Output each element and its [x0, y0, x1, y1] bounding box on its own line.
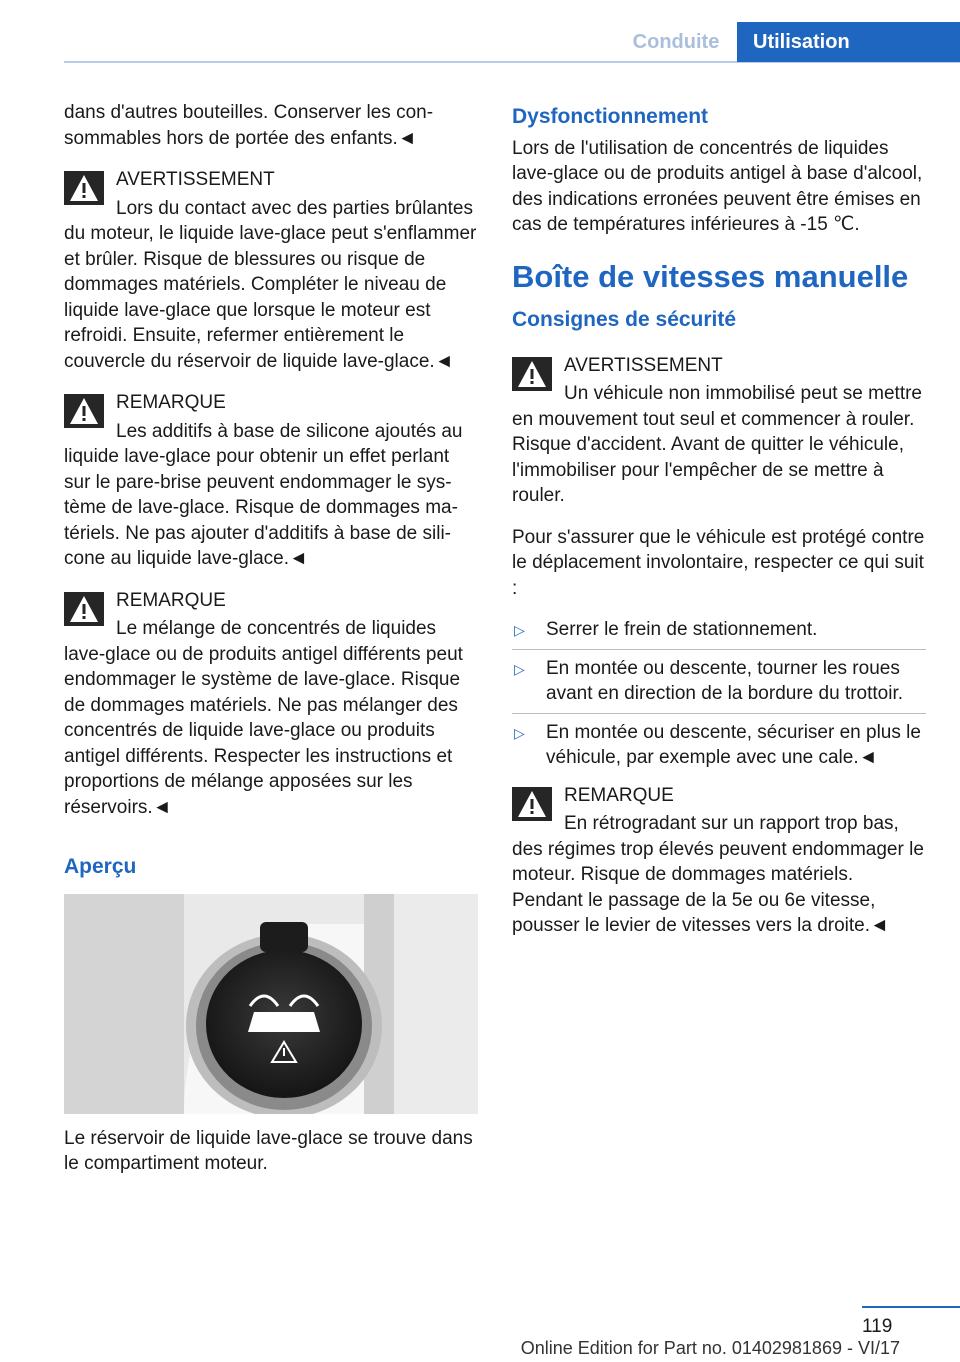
malfunction-heading: Dysfonctionnement [512, 105, 709, 128]
warning-title: AVERTISSEMENT [564, 354, 723, 376]
list-item-text: Serrer le frein de stationnement. [546, 619, 818, 640]
page-number: 119 [862, 1316, 893, 1337]
note-title: REMARQUE [116, 589, 226, 611]
note-body: En rétrogradant sur un rapport trop bas, des régimes trop élevés peuvent endommager le moteur. Risque de dommages matériels. Pendant le passage de la 5e ou 6e vitesse, pousser le levier de vitesses vers la droite.◄ [512, 813, 924, 936]
note-body: Les additifs à base de silicone ajoutés au liquide lave-glace pour obtenir un effet perlant sur le pare-brise peuvent endommager le système de lave-glace. Risque de dommages matériels. Ne pas ajouter d'additifs à base de silicone au liquide lave-glace.◄ [64, 420, 463, 569]
edition-footer: Online Edition for Part no. 01402981869 - VI/17 [520, 1338, 900, 1358]
warning-block [512, 353, 926, 509]
warning-icon [512, 357, 552, 391]
triangle-bullet-icon: ▷ [514, 724, 525, 741]
section-title: Boîte de vitesses manuelle [512, 258, 909, 294]
warning-body: Lors du contact avec des parties brûlantes du moteur, le liquide lave-glace peut s'enflammer et brûler. Risque de blessures ou risque de dommages matériels. Compléter le niveau de liquide lave-glace que lorsque le moteur est refroidi. Ensuite, refermer entièrement le couvercle du réservoir de liquide lave-glace.◄ [64, 197, 477, 372]
note-body: Le mélange de concentrés de liquides lave-glace ou de produits antigel différents peut endommager le système de lave-glace. Risque de dommages matériels. Ne pas mélanger des concentrés de liquide lave-glace ou produits antigel différents. Respecter les instructions et proportions de mélange apposées sur les réservoirs.◄ [64, 618, 463, 818]
right-column [512, 100, 926, 955]
list-item-text: En montée ou descente, sécuriser en plus le véhicule, par exemple avec une cale.◄ [546, 721, 921, 768]
warning-icon [512, 787, 552, 821]
note-block [64, 588, 478, 821]
list-item [512, 656, 926, 714]
warning-title: AVERTISSEMENT [116, 169, 275, 190]
intro-text: dans d'autres bouteilles. Conserver les consommables hors de portée des enfants.◄ [64, 102, 434, 149]
warning-body: Un véhicule non immobilisé peut se mettre en mouvement tout seul et commencer à rouler. Risque d'accident. Avant de quitter le véhicule, l'immobiliser pour l'empêcher de se mettre à rouler. [512, 383, 923, 506]
warning-icon [64, 592, 104, 626]
ensure-text: Pour s'assurer que le véhicule est protégé contre le déplacement involontaire, respecter ce qui suit : [512, 526, 925, 599]
triangle-bullet-icon: ▷ [514, 660, 525, 677]
warning-icon [64, 171, 104, 205]
note-block [512, 783, 926, 939]
bullet-list [512, 617, 926, 771]
warning-block [64, 167, 478, 374]
list-item [512, 617, 926, 650]
note-block [64, 390, 478, 572]
note-title: REMARQUE [116, 392, 226, 413]
list-item [512, 720, 926, 771]
left-column [64, 100, 478, 1193]
triangle-bullet-icon: ▷ [514, 622, 525, 638]
washer-reservoir-photo [64, 894, 478, 1114]
overview-heading: Aperçu [64, 855, 137, 878]
note-title: REMARQUE [564, 784, 674, 806]
warning-icon [64, 394, 104, 428]
list-item-text: En montée ou descente, tourner les roues avant en direction de la bordure du trottoir. [546, 657, 904, 704]
malfunction-text: Lors de l'utilisation de concentrés de liquides lave-glace ou de produits antigel à base d'alcool, des indications erronées peuvent être émises en cas de températures inférieures à -15 ℃. [512, 137, 923, 235]
tab-conduite[interactable]: Conduite [632, 30, 720, 53]
tab-utilisation[interactable]: Utilisation [737, 22, 960, 62]
figure-caption: Le réservoir de liquide lave-glace se trouve dans le compartiment moteur. [64, 1127, 473, 1174]
safety-heading: Consignes de sécurité [512, 308, 737, 331]
footer-rule [862, 1306, 960, 1308]
